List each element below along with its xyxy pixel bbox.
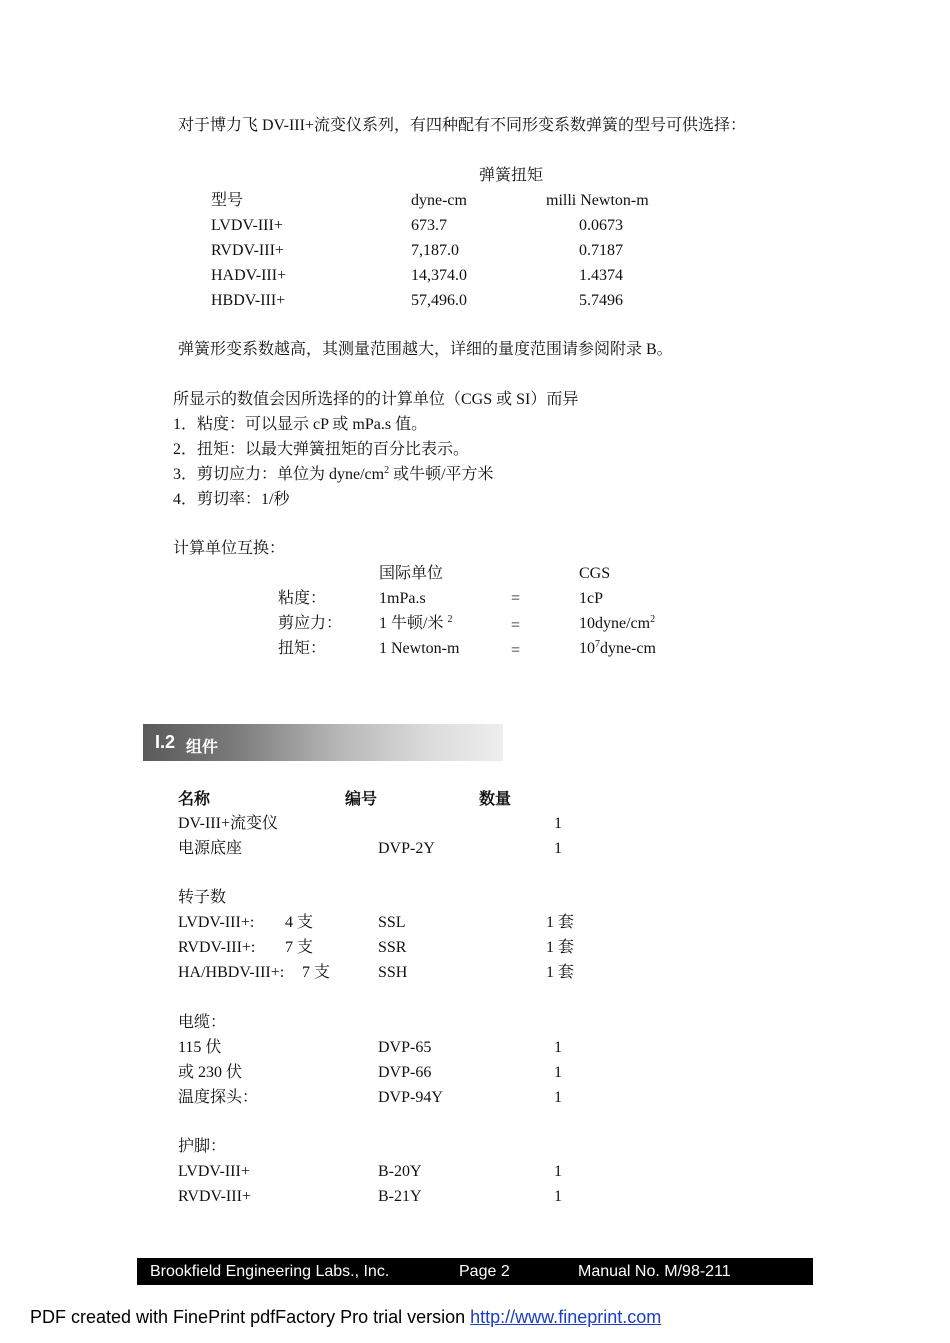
conversion-si-viscosity: 1mPa.s [379,590,426,607]
conversion-text: 10 [579,640,595,657]
components-header-code: 编号 [345,789,378,808]
footer-company: Brookfield Engineering Labs., Inc. [150,1263,390,1280]
table-cell: 7,187.0 [411,242,459,259]
component-qty: 1 [554,815,562,832]
equals-sign: = [511,617,521,634]
section-number: I.2 [155,732,176,752]
conversion-label-torque: 扭矩： [278,640,327,657]
table-cell: 673.7 [411,217,447,234]
component-code: DVP-94Y [378,1089,443,1106]
component-code: DVP-65 [378,1039,432,1056]
spring-table-header-dyne: dyne-cm [411,192,467,209]
page-footer [137,1258,813,1285]
conversion-cgs-shear [579,616,655,632]
spring-table-group-header: 弹簧扭矩 [479,167,544,184]
pdf-creator-note [30,1307,661,1328]
intro-text: 对于博力飞 DV-III+流变仪系列，有四种配有不同形变系数弹簧的型号可供选择： [178,117,746,134]
component-name: RVDV-III+: [178,939,256,956]
component-name: LVDV-III+ [178,1163,250,1180]
table-cell: 14,374.0 [411,267,467,284]
spindle-count: 4 支 [285,914,314,931]
conversion-text: dyne-cm [600,640,656,657]
component-qty: 1 [554,1039,562,1056]
units-intro: 所显示的数值会因所选择的的计算单位（CGS 或 SI）而异 [173,391,579,408]
conversion-title: 计算单位互换： [173,540,286,557]
component-qty: 1 [554,1163,562,1180]
component-name: HA/HBDV-III+: [178,964,285,981]
component-code: B-21Y [378,1188,422,1205]
superscript: 7 [595,639,600,650]
equals-sign: = [511,590,521,607]
spindle-count: 7 支 [302,964,331,981]
fineprint-link[interactable]: http://www.fineprint.com [470,1307,662,1327]
component-name: 温度探头： [178,1089,259,1106]
units-item-text: 3．剪切应力：单位为 dyne/cm [173,466,385,483]
table-cell: 0.7187 [579,242,623,259]
component-qty: 1 套 [546,964,575,981]
superscript: 2 [447,614,453,625]
components-header-name: 名称 [178,789,211,808]
component-name: LVDV-III+: [178,914,255,931]
component-qty: 1 [554,1064,562,1081]
conversion-si-shear [379,616,452,632]
conversion-header-si: 国际单位 [379,565,444,582]
component-qty: 1 套 [546,939,575,956]
component-code: B-20Y [378,1163,422,1180]
spindle-count: 7 支 [285,939,314,956]
conversion-label-shear: 剪应力： [278,615,343,632]
spring-table-header-model: 型号 [211,192,244,209]
section-title: 组件 [186,737,219,756]
units-item-torque: 2．扭矩：以最大弹簧扭矩的百分比表示。 [173,441,470,458]
component-qty: 1 [554,1089,562,1106]
pdf-note-text: PDF created with FinePrint pdfFactory Pro trial version [30,1307,471,1327]
component-name: DV-III+流变仪 [178,815,278,832]
footer-manual-number: Manual No. M/98-211 [578,1263,731,1280]
footer-page-number: Page 2 [459,1263,510,1280]
section-heading-bar [143,724,503,761]
superscript: 2 [384,465,390,476]
conversion-cgs-viscosity: 1cP [579,590,603,607]
table-cell: 57,496.0 [411,292,467,309]
components-header-qty: 数量 [479,789,512,808]
units-item-shear-rate: 4．剪切率：1/秒 [173,491,290,508]
conversion-label-viscosity: 粘度： [278,590,327,607]
spindles-title: 转子数 [178,889,227,906]
cables-title: 电缆： [178,1014,227,1031]
table-cell: 1.4374 [579,267,623,284]
conversion-cgs-torque [579,641,656,657]
component-name: 115 伏 [178,1039,222,1056]
table-cell: HADV-III+ [211,267,287,284]
component-qty: 1 [554,840,562,857]
guards-title: 护脚： [178,1138,227,1155]
table-cell: 5.7496 [579,292,623,309]
units-item-text: 或牛顿/平方米 [389,466,494,483]
component-name: RVDV-III+ [178,1188,251,1205]
conversion-text: 10dyne/cm [579,615,651,632]
spring-table-header-mnm: milli Newton-m [546,192,649,209]
component-qty: 1 [554,1188,562,1205]
component-code: SSR [378,939,407,956]
conversion-si-torque: 1 Newton-m [379,640,460,657]
table-cell: 0.0673 [579,217,623,234]
superscript: 2 [650,614,656,625]
conversion-text: 1 牛顿/米 [379,615,444,632]
component-code: SSH [378,964,408,981]
table-cell: LVDV-III+ [211,217,283,234]
component-code: DVP-2Y [378,840,435,857]
conversion-header-cgs: CGS [579,565,611,582]
units-item-viscosity: 1．粘度：可以显示 cP 或 mPa.s 值。 [173,416,428,433]
table-cell: HBDV-III+ [211,292,286,309]
component-code: DVP-66 [378,1064,432,1081]
component-name: 或 230 伏 [178,1064,243,1081]
equals-sign: = [511,642,521,659]
range-note: 弹簧形变系数越高，其测量范围越大，详细的量度范围请参阅附录 B。 [178,341,673,358]
component-name: 电源底座 [178,840,243,857]
units-item-shear-stress [173,467,494,483]
component-qty: 1 套 [546,914,575,931]
component-code: SSL [378,914,406,931]
table-cell: RVDV-III+ [211,242,284,259]
